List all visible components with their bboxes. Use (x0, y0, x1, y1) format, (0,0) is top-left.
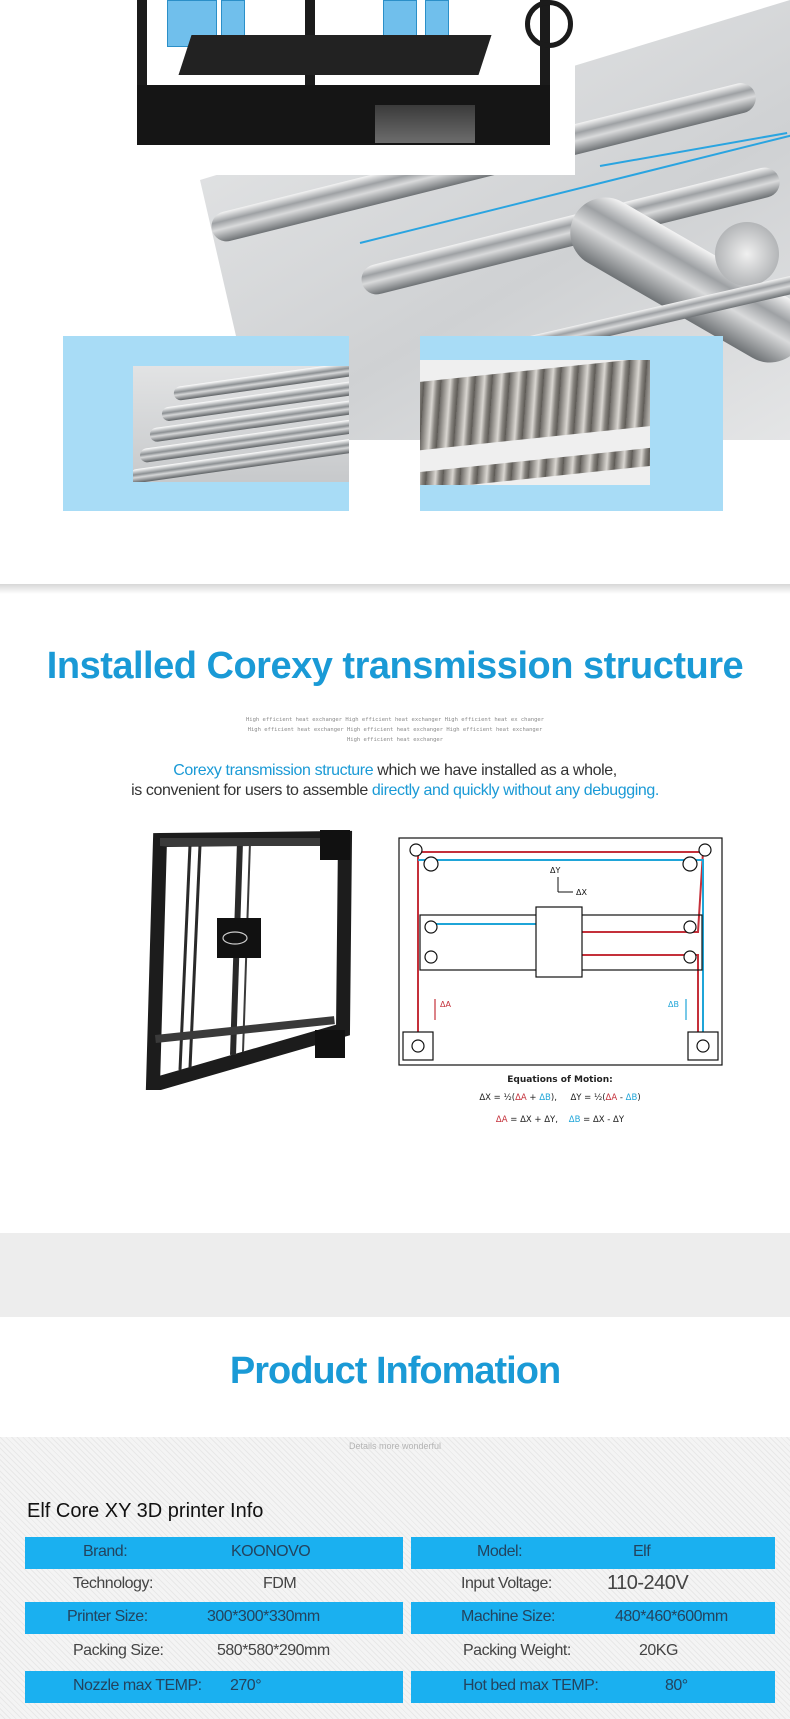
spec-value: KOONOVO (231, 1543, 311, 1560)
product-info-subtitle: Details more wonderful (348, 1441, 442, 1451)
spec-label: Packing Weight: (463, 1642, 571, 1659)
spec-cell (411, 1636, 775, 1668)
pulley (684, 951, 696, 963)
eq-text: ) (637, 1093, 641, 1103)
delta-x-label: ΔX (576, 888, 587, 897)
spec-value: 110-240V (607, 1572, 689, 1594)
carriage (536, 907, 582, 977)
screw-thread (420, 360, 650, 451)
spec-value: 270° (230, 1677, 262, 1694)
stepper-motor (315, 1030, 345, 1058)
spec-cell (411, 1602, 775, 1634)
eq-text: = ΔX + ΔY, (507, 1115, 558, 1125)
spec-value: FDM (263, 1575, 297, 1592)
pulley (424, 857, 438, 871)
pulley (699, 844, 711, 856)
eq-text: ΔB (625, 1093, 638, 1103)
pulley (683, 857, 697, 871)
eq-text: ΔY = ½( (570, 1093, 606, 1103)
eq-text: ΔA (605, 1093, 618, 1103)
spec-value: 480*460*600mm (615, 1608, 728, 1625)
corexy-title: Installed Corexy transmission structure (46, 645, 744, 687)
pulley (425, 921, 437, 933)
eq-text: ΔX = ½( (479, 1093, 516, 1103)
spec-cell (25, 1671, 403, 1703)
spec-value: 580*580*290mm (217, 1642, 330, 1659)
motor-b-pulley (697, 1040, 709, 1052)
product-photo-collage (0, 0, 790, 590)
pulley (684, 921, 696, 933)
product-info-title: Product Infomation (229, 1350, 561, 1392)
lead-screw-thumbnail (420, 360, 650, 485)
spec-label: Brand: (83, 1543, 128, 1560)
spec-cell (25, 1602, 403, 1634)
eq-text: ΔA (515, 1093, 527, 1103)
desc-text: which we have installed as a whole, (373, 762, 617, 779)
corexy-belt-diagram (398, 837, 723, 1067)
pulley (425, 951, 437, 963)
desc-highlight: Corexy transmission structure (173, 762, 374, 779)
spec-cell (25, 1537, 403, 1569)
spec-value: 300*300*330mm (207, 1608, 320, 1625)
spec-cell (411, 1569, 775, 1601)
spec-value: Elf (633, 1543, 651, 1560)
spec-row (25, 1671, 775, 1703)
desc-text: is convenient for users to assemble (131, 782, 372, 799)
eq-text: = ΔX - ΔY (580, 1115, 625, 1125)
spec-row (25, 1569, 775, 1601)
screw-thread (420, 447, 650, 485)
spec-value: 20KG (639, 1642, 678, 1659)
section-divider-band (0, 1233, 790, 1317)
spec-label: Model: (477, 1543, 523, 1560)
equation-line-2 (430, 1115, 690, 1125)
base-window (375, 105, 475, 143)
corexy-description-line-2 (0, 782, 790, 800)
desc-highlight: directly and quickly without any debugging. (371, 782, 659, 799)
spec-row (25, 1636, 775, 1668)
spec-label: Nozzle max TEMP: (73, 1677, 202, 1694)
spec-cell (25, 1636, 403, 1668)
delta-a-label: ΔA (440, 1000, 451, 1009)
delta-y-label: ΔY (550, 866, 561, 875)
spec-row (25, 1602, 775, 1634)
spec-value: 80° (665, 1677, 688, 1694)
top-rail (160, 838, 320, 846)
pulley (410, 844, 422, 856)
stepper-motor (320, 830, 350, 860)
motor-a-pulley (412, 1040, 424, 1052)
spec-cell (411, 1537, 775, 1569)
spec-cell (25, 1569, 403, 1601)
corexy-gantry-photo (145, 830, 360, 1090)
equation-line-1 (430, 1093, 690, 1103)
spec-label: Technology: (73, 1575, 153, 1592)
equations-title: Equations of Motion: (507, 1075, 613, 1085)
printer-photo (125, 0, 575, 175)
delta-b-label: ΔB (668, 1000, 679, 1009)
spec-label: Packing Size: (73, 1642, 164, 1659)
printer-base (137, 85, 550, 145)
spool-holder (525, 0, 573, 48)
eq-text: ΔB (539, 1093, 551, 1103)
eq-text: ), (550, 1093, 557, 1103)
eq-text: - (617, 1093, 626, 1103)
eq-text: ΔA (495, 1115, 508, 1125)
corexy-fine-print: High efficient heat exchanger High efficient heat exchanger High efficient heat ex changer High efficient heat exchanger High efficient heat exchanger High efficient heat exchanger High efficient heat exchanger (245, 717, 544, 743)
spec-label: Hot bed max TEMP: (463, 1677, 599, 1694)
rods-thumbnail (133, 366, 349, 482)
corexy-description-line-1 (0, 762, 790, 780)
section-shadow (0, 584, 790, 594)
spec-label: Printer Size: (67, 1608, 148, 1625)
spec-row (25, 1537, 775, 1569)
eq-text: + (526, 1093, 540, 1103)
print-bed (179, 35, 492, 75)
spec-cell (411, 1671, 775, 1703)
rod-end (715, 222, 779, 286)
spec-label: Machine Size: (461, 1608, 555, 1625)
spec-table-heading: Elf Core XY 3D printer Info (27, 1500, 264, 1522)
eq-text: ΔB (568, 1115, 581, 1125)
spec-label: Input Voltage: (461, 1575, 552, 1592)
equations-of-motion (430, 1075, 690, 1137)
